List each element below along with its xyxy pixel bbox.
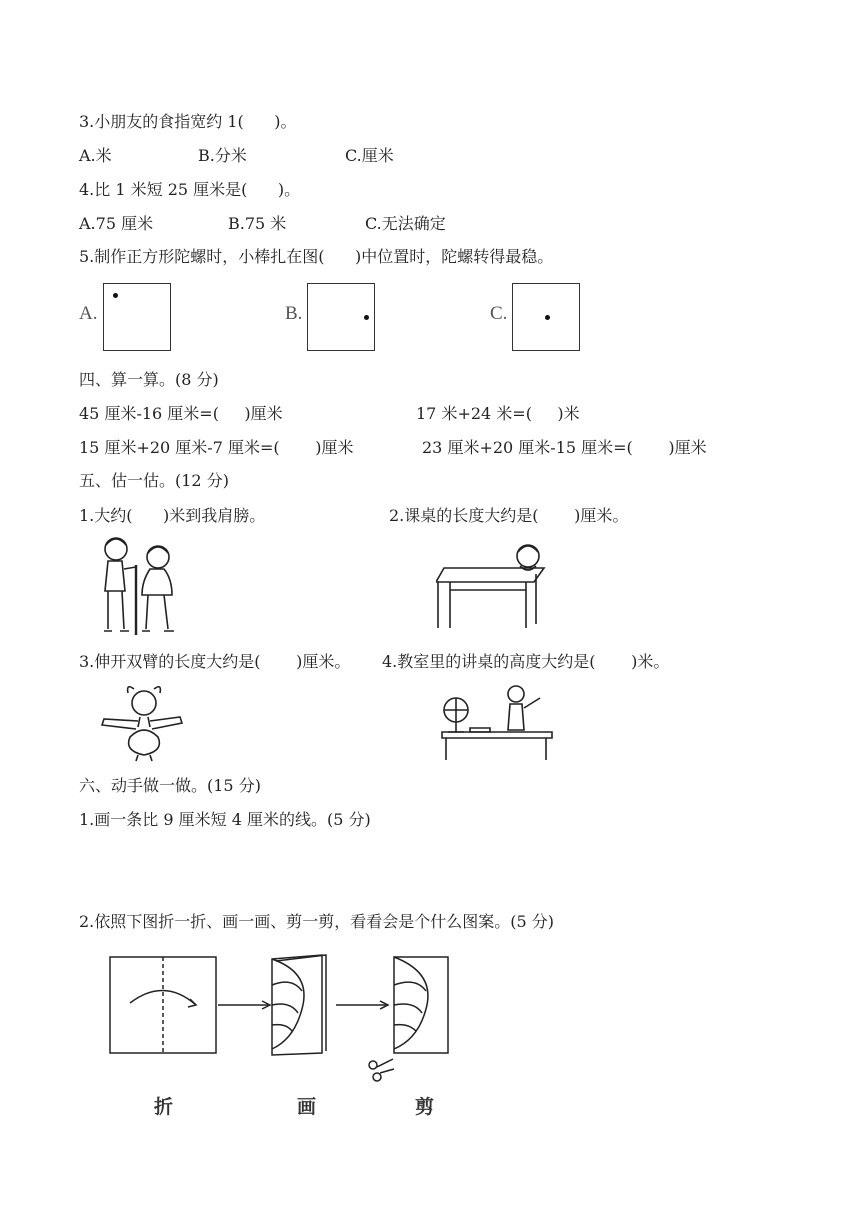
square-b — [307, 283, 375, 351]
question-5-text: 5.制作正方形陀螺时，小棒扎在图( )中位置时，陀螺转得最稳。 — [79, 247, 554, 266]
leaf-outline-cut — [394, 957, 428, 1049]
square-c — [512, 283, 580, 351]
question-3-option-b: B.分米 — [198, 146, 247, 165]
question-4-option-a: A.75 厘米 — [79, 214, 154, 233]
dot-top-left — [113, 293, 118, 298]
equation-4: 23 厘米+20 厘米-15 厘米=( )厘米 — [422, 438, 707, 457]
dot-middle-right — [364, 315, 369, 320]
scissors-icon — [369, 1059, 394, 1081]
section-4-title: 四、算一算。(8 分) — [79, 370, 219, 389]
step-cut-label: 剪 — [415, 1096, 435, 1118]
question-5-label-a: A. — [79, 303, 98, 324]
question-5-label-b: B. — [285, 303, 303, 324]
question-5-label-c: C. — [490, 303, 508, 324]
question-3-option-a: A.米 — [79, 146, 112, 165]
podium-illustration — [440, 680, 560, 762]
step-fold-label: 折 — [154, 1096, 174, 1118]
fold-draw-cut-diagram — [100, 945, 460, 1085]
girl-open-arms-illustration — [100, 681, 185, 763]
question-3-option-c: C.厘米 — [345, 146, 394, 165]
section-5-title: 五、估一估。(12 分) — [79, 471, 229, 490]
folded-paper — [272, 955, 322, 1055]
cut-paper — [394, 957, 448, 1053]
estimate-item-1: 1.大约( )米到我肩膀。 — [79, 506, 266, 525]
make-item-1: 1.画一条比 9 厘米短 4 厘米的线。(5 分) — [79, 810, 371, 829]
question-4-text: 4.比 1 米短 25 厘米是( )。 — [79, 180, 301, 199]
desk-illustration — [436, 540, 556, 630]
equation-3: 15 厘米+20 厘米-7 厘米=( )厘米 — [79, 438, 354, 457]
estimate-item-4: 4.教室里的讲桌的高度大约是( )米。 — [382, 652, 670, 671]
estimate-item-2: 2.课桌的长度大约是( )厘米。 — [389, 506, 629, 525]
question-3-text: 3.小朋友的食指宽约 1( )。 — [79, 112, 297, 131]
estimate-item-3: 3.伸开双臂的长度大约是( )厘米。 — [79, 652, 351, 671]
section-6-title: 六、动手做一做。(15 分) — [79, 776, 261, 795]
question-4-option-b: B.75 米 — [228, 214, 287, 233]
equation-1: 45 厘米-16 厘米=( )厘米 — [79, 404, 283, 423]
equation-2: 17 米+24 米=( )米 — [416, 404, 580, 423]
step-draw-label: 画 — [297, 1096, 317, 1118]
dot-center — [545, 315, 550, 320]
kids-measuring-illustration — [98, 535, 188, 641]
question-4-option-c: C.无法确定 — [365, 214, 446, 233]
make-item-2: 2.依照下图折一折、画一画、剪一剪，看看会是个什么图案。(5 分) — [79, 912, 555, 931]
square-a — [103, 283, 171, 351]
